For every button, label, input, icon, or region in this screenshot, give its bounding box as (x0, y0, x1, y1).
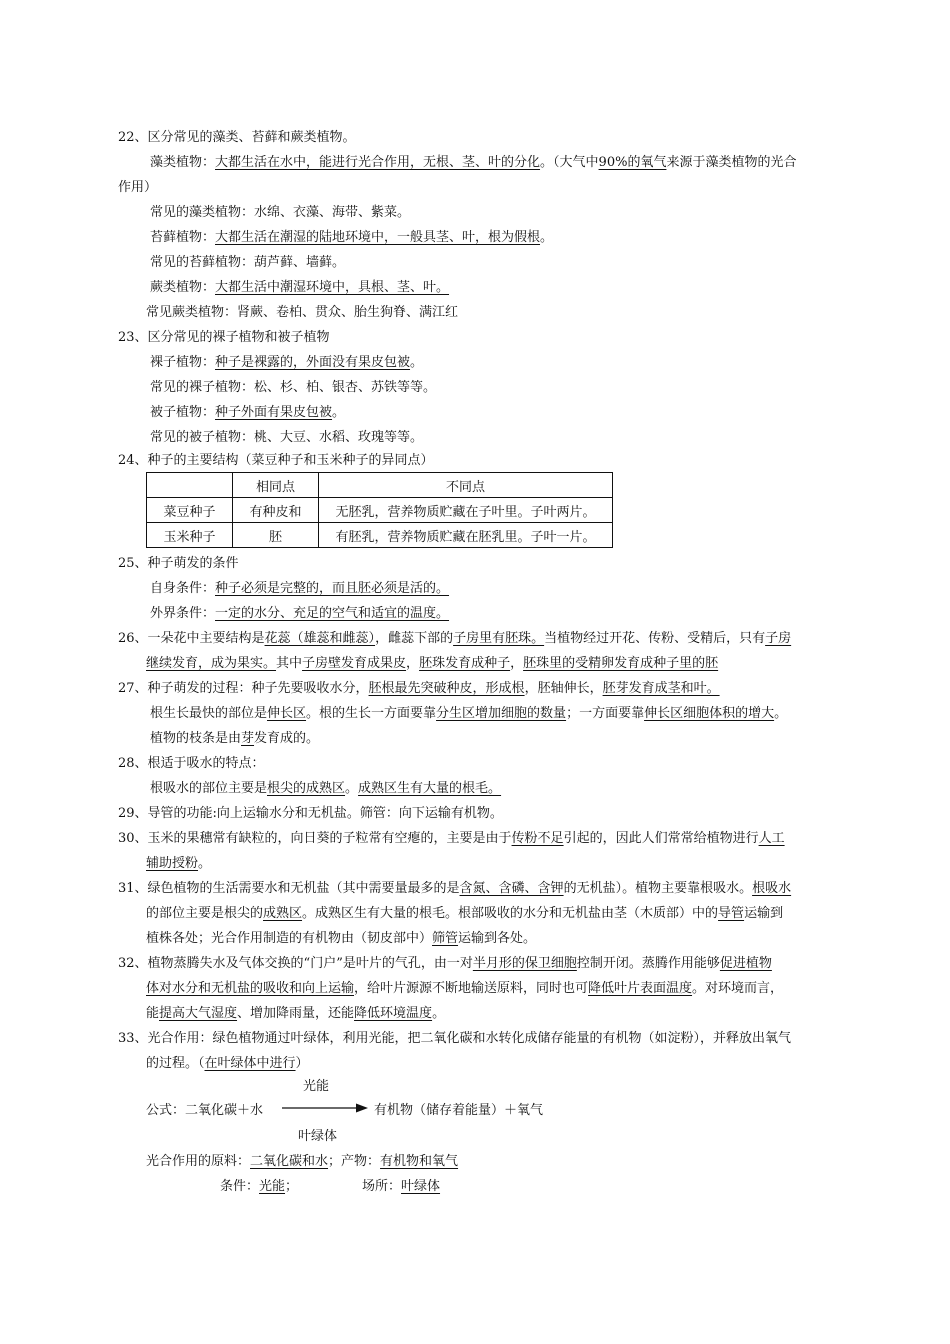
formula-condition-below: 叶绿体 (298, 1129, 338, 1144)
s32-text: 。对环境而言， (692, 981, 784, 996)
s32-text: 、增加降雨量，还能 (237, 1006, 355, 1021)
self-condition-label: 自身条件： (150, 581, 216, 596)
s31-underline: 筛管 (432, 931, 459, 946)
formula-condition-above: 光能 (303, 1079, 330, 1094)
section-23-title: 23、区分常见的裸子植物和被子植物 (118, 330, 330, 345)
s32-text: 。 (432, 1006, 446, 1021)
table-header-row (147, 473, 613, 498)
table-diff-cell: 无胚乳，营养物质贮藏在子叶里。子叶两片。 (319, 498, 613, 523)
gymnosperm-definition: 种子是裸露的，外面没有果皮包被 (215, 355, 411, 370)
angiosperm-common: 常见的被子植物：桃、大豆、水稻、玫瑰等等。 (150, 430, 424, 445)
section-27-line2 (150, 705, 787, 723)
s26-underline: 继续发育，成为果实。 (146, 656, 277, 671)
s27-underline: 胚芽发育成茎和叶。 (602, 681, 720, 696)
section-31-line3 (146, 930, 536, 948)
section-28-content (150, 780, 501, 798)
s32-text: ，给叶片源源不断地输送原料，同时也可 (354, 981, 589, 996)
s26-underline: 子房壁发育成果皮 (302, 656, 407, 671)
table-row-label: 菜豆种子 (147, 498, 233, 523)
moss-end: 。 (540, 230, 554, 245)
s31-underline: 根吸水 (752, 881, 792, 896)
s30-text: 。 (198, 856, 212, 871)
s27-text: 。根的生长一方面要靠 (306, 706, 437, 721)
s26-text: ， (510, 656, 524, 671)
moss-label: 苔藓植物： (150, 230, 216, 245)
section-22-title: 22、区分常见的藻类、苔藓和蕨类植物。 (118, 130, 356, 145)
s27-text: 根生长最快的部位是 (150, 706, 268, 721)
s31-text: 的无机盐）。植物主要靠根吸水。 (563, 881, 753, 896)
condition-separator: ； (285, 1179, 299, 1194)
section-30-line2 (146, 855, 211, 873)
section-25-title: 25、种子萌发的条件 (118, 556, 239, 571)
products: 有机物和氧气 (380, 1154, 459, 1169)
s32-underline: 降低环境温度 (354, 1006, 433, 1021)
algae-common: 常见的藻类植物：水绵、衣藻、海带、紫菜。 (150, 205, 411, 220)
section-32-line1 (118, 955, 772, 973)
table-same-cell-a: 有种皮和 (233, 498, 319, 523)
s27-text: 。 (774, 706, 788, 721)
s26-underline: 子房 (765, 631, 792, 646)
self-condition: 种子必须是完整的，而且胚必须是活的。 (215, 581, 450, 596)
s33-text: 的过程。（ (146, 1056, 205, 1071)
angiosperm-definition: 种子外面有果皮包被 (215, 405, 333, 420)
section-31-line1 (118, 880, 791, 898)
s27-text: 27、种子萌发的过程：种子先要吸收水分， (118, 681, 369, 696)
angiosperm-end: 。 (332, 405, 346, 420)
formula-left: 公式：二氧化碳＋水 (146, 1103, 264, 1118)
s32-text: 32、植物蒸腾失水及气体交换的“门户”是叶片的气孔，由一对 (118, 956, 473, 971)
fern-common: 常见蕨类植物：肾蕨、卷柏、贯众、胎生狗脊、满江红 (146, 305, 459, 320)
section-32-line3 (146, 1005, 445, 1023)
s26-text: 当植物经过开花、传粉、受精后，只有 (544, 631, 766, 646)
s32-underline: 促进植物 (719, 956, 772, 971)
section-29: 29、导管的功能:向上运输水分和无机盐。筛管：向下运输有机物。 (118, 806, 503, 821)
s27-underline: 伸长区 (267, 706, 307, 721)
section-28-title: 28、根适于吸水的特点： (118, 756, 265, 771)
s30-underline: 人工 (758, 831, 785, 846)
section-26-line2 (146, 655, 718, 673)
section-24-title: 24、种子的主要结构（菜豆种子和玉米种子的异同点） (118, 453, 434, 468)
materials: 二氧化碳和水 (250, 1154, 329, 1169)
fern-label: 蕨类植物： (150, 280, 216, 295)
algae-label: 藻类植物： (150, 155, 216, 170)
moss-definition-line (150, 229, 553, 247)
external-condition: 一定的水分、充足的空气和适宜的温度。 (215, 606, 450, 621)
s32-underline: 半月形的保卫细胞 (472, 956, 577, 971)
s27-underline: 胚根最先突破种皮，形成根 (368, 681, 525, 696)
algae-definition: 大都生活在水中，能进行光合作用，无根、茎、叶的分化 (215, 155, 541, 170)
condition-line (220, 1178, 298, 1196)
s32-underline: 降低叶片表面温度 (588, 981, 693, 996)
s31-text: 运输到各处。 (458, 931, 537, 946)
s26-text: ， (406, 656, 420, 671)
s32-text: 能 (146, 1006, 160, 1021)
condition-label: 条件： (220, 1179, 260, 1194)
algae-note-a: 。（大气中 (540, 155, 599, 170)
algae-note-c: 来源于藻类植物的光合 (666, 155, 797, 170)
s27-text: ，胚轴伸长， (524, 681, 603, 696)
s33-underline: 在叶绿体中进行 (204, 1056, 296, 1071)
place: 叶绿体 (401, 1179, 441, 1194)
external-condition-label: 外界条件： (150, 606, 216, 621)
s28-underline: 成熟区生有大量的根毛。 (358, 781, 502, 796)
s28-underline: 根尖的成熟区 (267, 781, 346, 796)
materials-products-line (146, 1153, 458, 1171)
s31-underline: 成熟区 (263, 906, 303, 921)
fern-definition: 大都生活中潮湿环境中，具根、茎、叶。 (215, 280, 450, 295)
table-diff-cell: 有胚乳，营养物质贮藏在胚乳里。子叶一片。 (319, 523, 613, 548)
algae-definition-line (150, 154, 796, 172)
gymnosperm-end: 。 (410, 355, 424, 370)
formula-right: 有机物（储存着能量）＋氧气 (374, 1103, 544, 1118)
section-33-line2 (146, 1055, 309, 1073)
section-27-line3 (150, 730, 319, 748)
external-condition-line (150, 605, 449, 623)
products-label: ；产物： (328, 1154, 381, 1169)
table-same-cell-b: 胚 (233, 523, 319, 548)
place-label: 场所： (362, 1179, 402, 1194)
formula-arrow-icon (282, 1102, 368, 1114)
s30-underline: 辅助授粉 (146, 856, 199, 871)
section-26-line1 (118, 630, 791, 648)
s31-text: 运输到 (744, 906, 784, 921)
table-header-cell: 不同点 (319, 473, 613, 498)
s27-text: 发育成的。 (254, 731, 320, 746)
s32-text: 控制开闭。蒸腾作用能够 (576, 956, 720, 971)
table-row (147, 498, 613, 523)
section-27-line1 (118, 680, 720, 698)
s30-text: 30、玉米的果穗常有缺粒的，向日葵的子粒常有空瘪的，主要是由于 (118, 831, 512, 846)
algae-oxygen-percent: 90%的氧气 (598, 155, 667, 170)
section-32-line2 (146, 980, 783, 998)
s31-text: 31、绿色植物的生活需要水和无机盐（其中需要量最多的是 (118, 881, 460, 896)
gymnosperm-line (150, 354, 423, 372)
s31-underline: 含氮、含磷、含钾 (459, 881, 564, 896)
table-row (147, 523, 613, 548)
section-30-line1 (118, 830, 785, 848)
section-31-line2 (146, 905, 783, 923)
s31-text: 的部位主要是根尖的 (146, 906, 264, 921)
s26-underline: 花蕊（雄蕊和雌蕊） (264, 631, 376, 646)
s30-text: 引起的，因此人们常常给植物进行 (563, 831, 759, 846)
s28-text: 根吸水的部位主要是 (150, 781, 268, 796)
s31-underline: 导管 (718, 906, 745, 921)
section-33-line1: 33、光合作用：绿色植物通过叶绿体，利用光能，把二氧化碳和水转化成储存能量的有机物（如淀粉），并释放出氧气 (118, 1031, 792, 1046)
s31-text: 。成熟区生有大量的根毛。根部吸收的水分和无机盐由茎（木质部）中的 (302, 906, 719, 921)
angiosperm-line (150, 404, 345, 422)
self-condition-line (150, 580, 449, 598)
moss-definition: 大都生活在潮湿的陆地环境中，一般具茎、叶，根为假根 (215, 230, 541, 245)
s32-underline: 提高大气湿度 (159, 1006, 238, 1021)
s26-text: 26、一朵花中主要结构是 (118, 631, 265, 646)
algae-note-continuation: 作用） (118, 180, 158, 195)
s26-text: ，雌蕊下部的 (375, 631, 454, 646)
s31-text: 植株各处；光合作用制造的有机物由（韧皮部中） (146, 931, 433, 946)
table-row-label: 玉米种子 (147, 523, 233, 548)
s27-text: ；一方面要靠 (566, 706, 645, 721)
s27-underline: 芽 (241, 731, 255, 746)
s33-text: ） (295, 1056, 309, 1071)
s28-text: 。 (345, 781, 359, 796)
materials-label: 光合作用的原料： (146, 1154, 251, 1169)
s27-text: 植物的枝条是由 (150, 731, 242, 746)
gymnosperm-label: 裸子植物： (150, 355, 216, 370)
condition: 光能 (259, 1179, 286, 1194)
s27-underline: 分生区增加细胞的数量 (436, 706, 567, 721)
seed-comparison-table (146, 472, 613, 548)
s32-underline: 体对水分和无机盐的吸收和向上运输 (146, 981, 355, 996)
fern-definition-line (150, 279, 449, 297)
gymnosperm-common: 常见的裸子植物：松、杉、柏、银杏、苏铁等等。 (150, 380, 437, 395)
table-header-cell: 相同点 (233, 473, 319, 498)
s26-underline: 胚珠里的受精卵发育成种子里的胚 (523, 656, 719, 671)
s27-underline: 伸长区细胞体积的增大 (644, 706, 775, 721)
moss-common: 常见的苔藓植物：葫芦藓、墙藓。 (150, 255, 346, 270)
s26-underline: 子房里有胚珠。 (453, 631, 545, 646)
table-header-cell (147, 473, 233, 498)
place-line (362, 1178, 440, 1196)
angiosperm-label: 被子植物： (150, 405, 216, 420)
s26-text: 其中 (276, 656, 303, 671)
s26-underline: 胚珠发育成种子 (419, 656, 511, 671)
s30-underline: 传粉不足 (511, 831, 564, 846)
